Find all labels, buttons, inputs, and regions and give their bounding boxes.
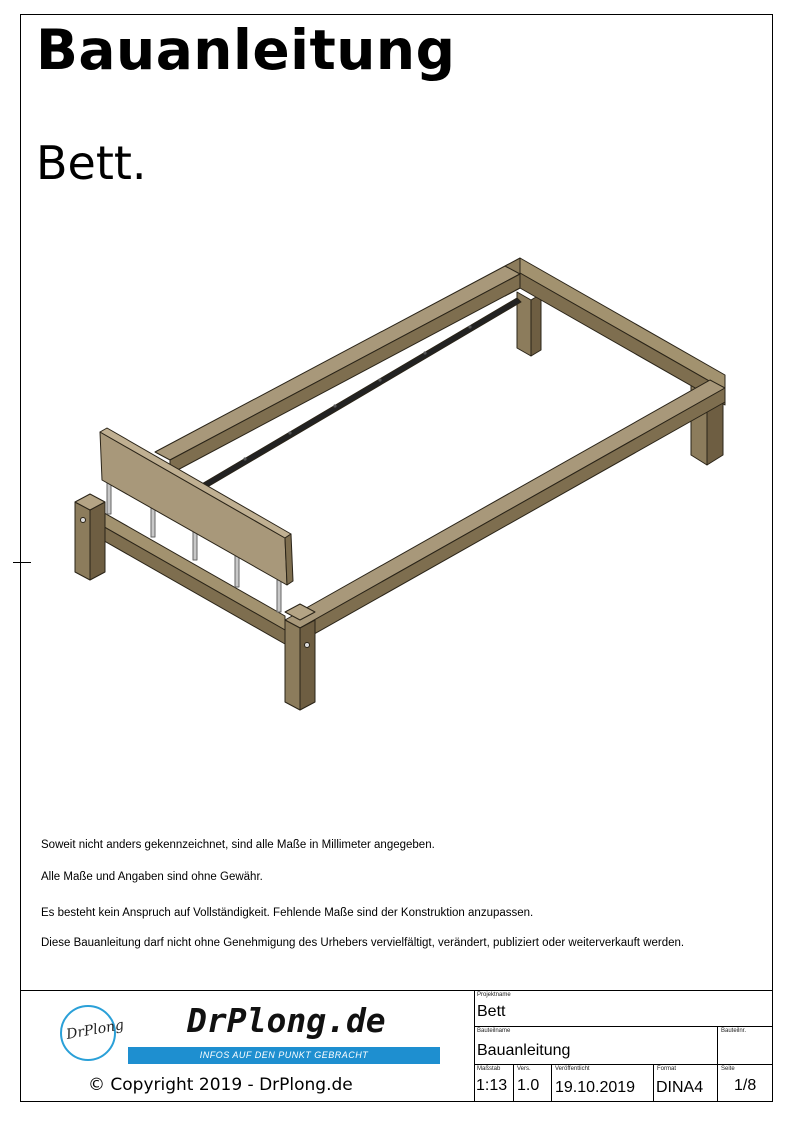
format-label: Format xyxy=(657,1066,677,1072)
project-value: Bett xyxy=(477,1003,506,1020)
note-copyright: Diese Bauanleitung darf nicht ohne Genehmigung des Urhebers vervielfältigt, verändert, publiziert oder weiterverkauft werden. xyxy=(41,937,685,949)
project-label: Projektname xyxy=(477,992,511,998)
beam-back xyxy=(520,258,725,390)
brand-name: DrPlong.de xyxy=(187,1001,386,1040)
note-liability: Alle Maße und Angaben sind ohne Gewähr. xyxy=(41,871,263,883)
partnr-label: Bauteilnr. xyxy=(721,1028,747,1034)
format-value: DINA4 xyxy=(656,1079,704,1096)
project-cell xyxy=(474,991,773,1027)
side-beam-right xyxy=(285,380,725,628)
part-label: Bauteilname xyxy=(477,1028,511,1034)
published-cell xyxy=(552,1065,654,1101)
note-units: Soweit nicht anders gekennzeichnet, sind alle Maße in Millimeter angegeben. xyxy=(41,839,435,851)
title-block xyxy=(20,990,773,1103)
scale-value: 1:13 xyxy=(476,1077,508,1094)
slat-rail xyxy=(200,298,521,489)
part-value: Bauanleitung xyxy=(477,1042,571,1059)
scale-cell xyxy=(474,1065,514,1101)
leg-front-right xyxy=(285,620,300,710)
version-label: Vers. xyxy=(517,1066,531,1072)
scale-label: Maßstab xyxy=(477,1066,501,1072)
page-label: Seite xyxy=(721,1066,735,1072)
page-value: 1/8 xyxy=(734,1077,757,1094)
brand-tagline: INFOS AUF DEN PUNKT GEBRACHT xyxy=(128,1047,440,1064)
leg-front-left xyxy=(75,502,90,580)
drplong-logo-icon: DrPlong xyxy=(60,1005,116,1061)
note-completeness: Es besteht kein Anspruch auf Vollständigkeit. Fehlende Maße sind der Konstruktion anzupassen. xyxy=(41,907,534,919)
published-label: Veröffentlicht xyxy=(555,1066,590,1072)
page-title: Bauanleitung xyxy=(36,18,456,82)
part-cell xyxy=(474,1027,718,1065)
side-rail-left xyxy=(155,266,520,460)
margin-tick xyxy=(13,562,31,563)
partnr-cell xyxy=(718,1027,773,1065)
logo-area xyxy=(20,991,475,1101)
version-value: 1.0 xyxy=(517,1077,540,1094)
format-cell xyxy=(654,1065,718,1101)
version-cell xyxy=(514,1065,552,1101)
page-subtitle: Bett. xyxy=(36,136,147,190)
bed-drawing xyxy=(55,240,785,730)
copyright-text: © Copyright 2019 - DrPlong.de xyxy=(88,1075,353,1095)
page-cell xyxy=(718,1065,773,1101)
published-value: 19.10.2019 xyxy=(555,1079,636,1096)
